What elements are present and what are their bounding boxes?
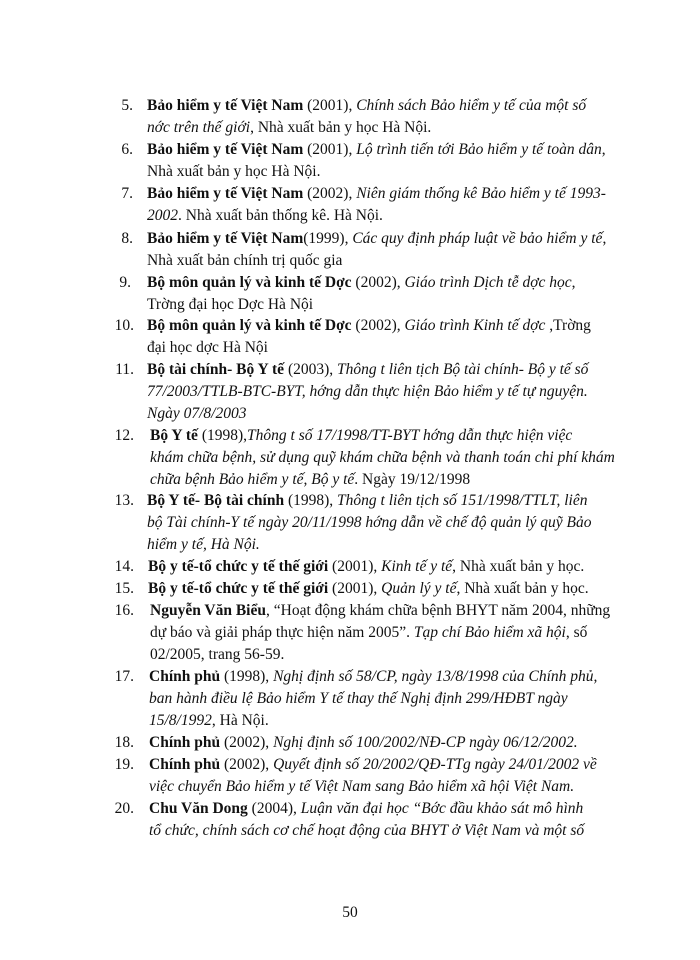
reference-text: , “Hoạt động khám chữa bệnh BHYT năm 2004, những — [266, 602, 611, 619]
reference-text: , — [602, 230, 607, 247]
reference-line — [147, 403, 246, 425]
reference-title: Quyết định số 20/2002/QĐ-TTg ngày 24/01/2002 về — [273, 756, 597, 773]
reference-author: Bảo hiểm y tế Việt Nam — [147, 141, 304, 158]
reference-title: Nghị định số 58/CP, ngày 13/8/1998 của Chính phủ, — [273, 668, 598, 685]
reference-title: Các quy định pháp luật về bảo hiểm y tế — [352, 230, 603, 247]
reference-title: 77/2003/TTLB-BTC-BYT, hớng dẫn thực hiện Bảo hiểm y tế tự nguyện. — [147, 383, 588, 400]
reference-line — [150, 600, 610, 622]
reference-line — [147, 117, 431, 139]
reference-author: Bảo hiểm y tế Việt Nam — [147, 185, 304, 202]
reference-line — [149, 688, 568, 710]
reference-author: Chính phủ — [149, 756, 221, 773]
reference-text: , Nhà xuất bản y học. — [452, 558, 585, 575]
reference-number: 7. — [121, 185, 133, 202]
reference-title: 2002 — [147, 207, 178, 224]
reference-text: Nhà xuất bản chính trị quốc gia — [147, 252, 343, 269]
reference-text: (2001), — [303, 141, 357, 158]
reference-line — [147, 183, 606, 205]
reference-line — [149, 732, 578, 754]
reference-line — [148, 578, 589, 600]
reference-text: (2002), — [351, 317, 405, 334]
reference-number: 14. — [114, 558, 134, 575]
reference-title: hiểm y tế, Hà Nội. — [147, 536, 260, 553]
reference-title: Niên giám thống kê Bảo hiểm y tế 1993- — [356, 185, 606, 202]
reference-text: (2002), — [220, 734, 274, 751]
reference-author: Bộ Y tế — [150, 427, 198, 444]
reference-text: (2003), — [284, 361, 338, 378]
reference-number: 19. — [114, 756, 134, 773]
reference-line — [147, 205, 383, 227]
reference-number: 5. — [121, 97, 133, 114]
reference-title: khám chữa bệnh, sử dụng quỹ khám chữa bệnh và thanh toán chi phí khám — [150, 449, 615, 466]
reference-text: Trờng đại học Dợc Hà Nội — [147, 296, 314, 313]
reference-title: Thông t số 17/1998/TT-BYT hớng dẫn thực hiện việc — [247, 427, 573, 444]
reference-text: . Ngày 19/12/1998 — [354, 471, 471, 488]
reference-title: Luận văn đại học “Bớc đầu khảo sát mô hình — [300, 800, 584, 817]
reference-number: 8. — [121, 230, 133, 247]
reference-title: Chính sách Bảo hiểm y tế của một số — [356, 97, 587, 114]
reference-text: , Nhà xuất bản y học. — [456, 580, 589, 597]
reference-text: (2002), — [220, 756, 274, 773]
reference-line — [147, 272, 575, 294]
reference-line — [150, 622, 587, 644]
reference-title: 15/8/1992 — [149, 712, 212, 729]
page-number: 50 — [342, 904, 358, 921]
reference-line — [148, 556, 584, 578]
reference-number: 12. — [114, 427, 134, 444]
reference-title: ban hành điều lệ Bảo hiểm Y tế thay thế Nghị định 299/HĐBT ngày — [149, 690, 568, 707]
reference-text: (1999), — [303, 230, 353, 247]
reference-number: 15. — [114, 580, 134, 597]
reference-title: Lộ trình tiến tới Bảo hiểm y tế toàn dân — [356, 141, 602, 158]
reference-line — [147, 161, 320, 183]
reference-text: . Nhà xuất bản thống kê. Hà Nội. — [178, 207, 383, 224]
reference-line — [147, 139, 606, 161]
reference-title: việc chuyển Bảo hiểm y tế Việt Nam sang Bảo hiểm xã hội Việt Nam. — [149, 778, 575, 795]
reference-line — [150, 425, 572, 447]
reference-line — [150, 644, 284, 666]
reference-author: Bộ Y tế- Bộ tài chính — [147, 492, 285, 509]
reference-line — [147, 228, 606, 250]
reference-text: , — [571, 274, 576, 291]
reference-text: đại học dợc Hà Nội — [147, 339, 268, 356]
reference-title: Thông t liên tịch số 151/1998/TTLT, liên — [337, 492, 588, 509]
reference-author: Bảo hiểm y tế Việt Nam — [147, 97, 304, 114]
reference-text: (2002), — [303, 185, 357, 202]
reference-number: 18. — [114, 734, 134, 751]
reference-line — [147, 512, 592, 534]
reference-line — [147, 95, 586, 117]
reference-number: 11. — [115, 361, 134, 378]
reference-line — [150, 469, 470, 491]
reference-text: (2001), — [328, 558, 382, 575]
reference-text: , Nhà xuất bản y học Hà Nội. — [250, 119, 432, 136]
reference-line — [147, 381, 588, 403]
reference-number: 16. — [114, 602, 134, 619]
reference-title: Ngày 07/8/2003 — [147, 405, 247, 422]
reference-text: (1998), — [197, 427, 248, 444]
reference-text: Nhà xuất bản y học Hà Nội. — [147, 163, 321, 180]
reference-number: 6. — [121, 141, 133, 158]
reference-line — [147, 337, 268, 359]
reference-title: Nghị định số 100/2002/NĐ-CP ngày 06/12/2002. — [273, 734, 578, 751]
reference-text: (1998), — [284, 492, 338, 509]
reference-title: Thông t liên tịch Bộ tài chính- Bộ y tế số — [337, 361, 589, 378]
reference-text: (2001), — [328, 580, 382, 597]
reference-text: ,Trờng — [545, 317, 591, 334]
reference-text: , Hà Nội. — [211, 712, 269, 729]
reference-number: 9. — [119, 274, 131, 291]
reference-title: Tạp chí Bảo hiểm xã hội — [413, 624, 566, 641]
reference-line — [147, 250, 342, 272]
reference-number: 20. — [114, 800, 134, 817]
reference-number: 13. — [114, 492, 134, 509]
reference-author: Chính phủ — [149, 668, 221, 685]
reference-line — [149, 776, 574, 798]
reference-line — [149, 754, 597, 776]
reference-author: Chính phủ — [149, 734, 221, 751]
reference-author: Nguyễn Văn Biểu — [150, 602, 266, 619]
reference-title: tổ chức, chính sách cơ chế hoạt động của BHYT ở Việt Nam và một số — [149, 822, 585, 839]
reference-text: (2002), — [351, 274, 405, 291]
reference-title: Giáo trình Kinh tế dợc — [404, 317, 546, 334]
reference-author: Bộ môn quản lý và kinh tế Dợc — [147, 317, 352, 334]
reference-line — [147, 294, 313, 316]
reference-line — [147, 315, 591, 337]
reference-title: nớc trên thế giới — [147, 119, 251, 136]
reference-text: (2001), — [303, 97, 357, 114]
reference-author: Bộ y tế-tổ chức y tế thế giới — [148, 558, 329, 575]
reference-line — [149, 710, 269, 732]
reference-line — [147, 359, 588, 381]
reference-line — [147, 534, 260, 556]
reference-text: (1998), — [220, 668, 274, 685]
reference-title: bộ Tài chính-Y tế ngày 20/11/1998 hớng dẫn về chế độ quản lý quỹ Bảo — [147, 514, 592, 531]
reference-number: 10. — [114, 317, 134, 334]
reference-author: Bảo hiểm y tế Việt Nam — [147, 230, 304, 247]
reference-title: Kinh tế y tế — [381, 558, 453, 575]
reference-text: dự báo và giải pháp thực hiện năm 2005”. — [150, 624, 414, 641]
reference-line — [149, 820, 584, 842]
reference-line — [149, 798, 583, 820]
reference-number: 17. — [114, 668, 134, 685]
reference-title: chữa bệnh Bảo hiểm y tế, Bộ y tế — [150, 471, 355, 488]
reference-line — [150, 447, 615, 469]
reference-author: Bộ môn quản lý và kinh tế Dợc — [147, 274, 352, 291]
reference-text: 02/2005, trang 56-59. — [150, 646, 285, 663]
reference-text: , — [601, 141, 606, 158]
reference-line — [147, 490, 587, 512]
reference-text: , số — [565, 624, 588, 641]
reference-title: Giáo trình Dịch tễ dợc học — [404, 274, 572, 291]
reference-author: Chu Văn Dong — [149, 800, 248, 817]
reference-title: Quản lý y tế — [381, 580, 457, 597]
reference-line — [149, 666, 597, 688]
reference-author: Bộ tài chính- Bộ Y tế — [147, 361, 285, 378]
reference-author: Bộ y tế-tổ chức y tế thế giới — [148, 580, 329, 597]
reference-text: (2004), — [247, 800, 301, 817]
